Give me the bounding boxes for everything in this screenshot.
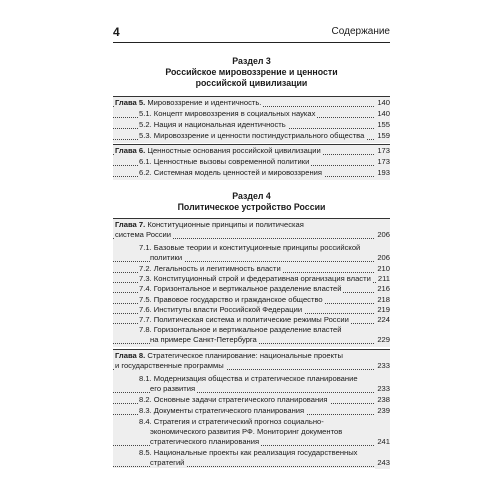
section-label: Раздел 4 (232, 191, 271, 201)
toc-chapter-entry[interactable] (113, 98, 390, 109)
page-ref: 206 (377, 230, 390, 239)
page-ref: 211 (377, 274, 390, 283)
chapter-title: система России (115, 230, 172, 239)
page-ref: 216 (377, 284, 390, 293)
chapter-title: Ценностные основания российской цивилизации (147, 146, 321, 155)
toc-subsection-entry[interactable] (113, 109, 390, 120)
running-head: Содержание (331, 26, 390, 37)
subsection-title: 5.3. Мировоззрение и ценности постиндустриального общества (139, 131, 365, 140)
page-ref: 159 (377, 131, 390, 140)
page-ref: 229 (377, 335, 390, 344)
page-ref: 173 (377, 157, 390, 166)
toc-subsection-entry[interactable] (113, 157, 390, 168)
toc-chapter-7 (113, 219, 390, 347)
toc-subsection-entry-cont[interactable] (113, 437, 390, 448)
toc-chapter-8 (113, 350, 390, 468)
page-ref: 155 (377, 120, 390, 129)
chapter-label: Глава 8. (115, 351, 146, 360)
subsection-title: 8.2. Основные задачи стратегического планирования (139, 395, 328, 404)
page-ref: 243 (377, 458, 390, 467)
subsection-title: 7.4. Горизонтальное и вертикальное разделение властей (139, 284, 342, 293)
section-heading-4 (113, 191, 390, 213)
header-rule (113, 42, 390, 43)
page-ref: 218 (377, 295, 390, 304)
chapter-title: Мировоззрение и идентичность. (147, 98, 262, 107)
page-header (113, 25, 390, 41)
page-ref: 193 (377, 168, 390, 177)
subsection-title: 6.1. Ценностные вызовы современной политики (139, 157, 310, 166)
toc-subsection-entry-cont[interactable] (113, 384, 390, 395)
subsection-title: 8.5. Национальные проекты как реализация государственных (139, 448, 358, 457)
toc-chapter-entry-cont[interactable] (113, 361, 390, 372)
page-ref: 233 (377, 384, 390, 393)
toc-subsection-entry-cont[interactable] (113, 253, 390, 264)
subsection-title: стратегического планирования (150, 437, 260, 446)
toc-subsection-entry-cont[interactable] (113, 335, 390, 346)
subsection-title: 6.2. Системная модель ценностей и мировоззрения (139, 168, 323, 177)
subsection-title: 5.1. Концепт мировоззрения в социальных науках (139, 109, 316, 118)
section-title-line: Политическое устройство России (177, 202, 326, 212)
toc-chapter-5 (113, 97, 390, 143)
page-ref: 140 (377, 98, 390, 107)
toc-chapter-6 (113, 145, 390, 180)
page-number: 4 (113, 25, 120, 39)
page-ref: 206 (377, 253, 390, 262)
chapter-label: Глава 5. (115, 98, 146, 107)
page-ref: 239 (377, 406, 390, 415)
subsection-title: стратегий (150, 458, 185, 467)
subsection-title: 7.7. Политическая система и политические режимы России (139, 315, 349, 324)
toc-chapter-entry-cont[interactable] (113, 230, 390, 241)
subsection-title: экономического развития РФ. Мониторинг документов (150, 427, 343, 436)
section-label: Раздел 3 (232, 56, 271, 66)
chapter-label: Глава 7. (115, 220, 146, 229)
subsection-title: 7.1. Базовые теории и конституционные принципы российской (139, 243, 361, 252)
page-ref: 173 (377, 146, 390, 155)
subsection-title: 7.2. Легальность и легитимность власти (139, 264, 281, 273)
chapter-title: Стратегическое планирование: национальные проекты (147, 351, 343, 360)
subsection-title: 5.2. Нация и национальная идентичность (139, 120, 286, 129)
chapter-title: и государственные программы (115, 361, 224, 370)
page-ref: 210 (377, 264, 390, 273)
section-title-line: Российское мировоззрение и ценности (165, 67, 338, 77)
subsection-title: 7.3. Конституционный строй и федеративная организация власти (139, 274, 371, 283)
page-ref: 219 (377, 305, 390, 314)
subsection-title: 8.4. Стратегия и стратегический прогноз социально- (139, 417, 324, 426)
page-ref: 140 (377, 109, 390, 118)
toc-subsection-entry[interactable] (113, 131, 390, 142)
subsection-title: политики (150, 253, 183, 262)
page-ref: 224 (377, 315, 390, 324)
toc-subsection-entry[interactable] (113, 395, 390, 406)
page-ref: 238 (377, 395, 390, 404)
chapter-title: Конституционные принципы и политическая (147, 220, 304, 229)
section-title-line: российской цивилизации (195, 78, 308, 88)
toc-subsection-entry[interactable] (113, 406, 390, 417)
section-heading-3 (113, 56, 390, 89)
toc-chapter-entry[interactable] (113, 146, 390, 157)
chapter-label: Глава 6. (115, 146, 146, 155)
toc-subsection-entry[interactable] (113, 168, 390, 179)
subsection-title: 8.1. Модернизация общества и стратегическое планирование (139, 374, 358, 383)
toc-subsection-entry[interactable] (113, 284, 390, 295)
subsection-title: его развития (150, 384, 196, 393)
subsection-title: 7.8. Горизонтальное и вертикальное разделение властей (139, 325, 342, 334)
subsection-title: 8.3. Документы стратегического планирования (139, 406, 305, 415)
subsection-title: 7.6. Институты власти Российской Федерации (139, 305, 303, 314)
page-ref: 233 (377, 361, 390, 370)
page-ref: 241 (377, 437, 390, 446)
toc-subsection-entry[interactable] (113, 120, 390, 131)
subsection-title: на примере Санкт-Петербурга (150, 335, 257, 344)
toc-subsection-entry-cont[interactable] (113, 458, 390, 469)
subsection-title: 7.5. Правовое государство и гражданское общество (139, 295, 323, 304)
